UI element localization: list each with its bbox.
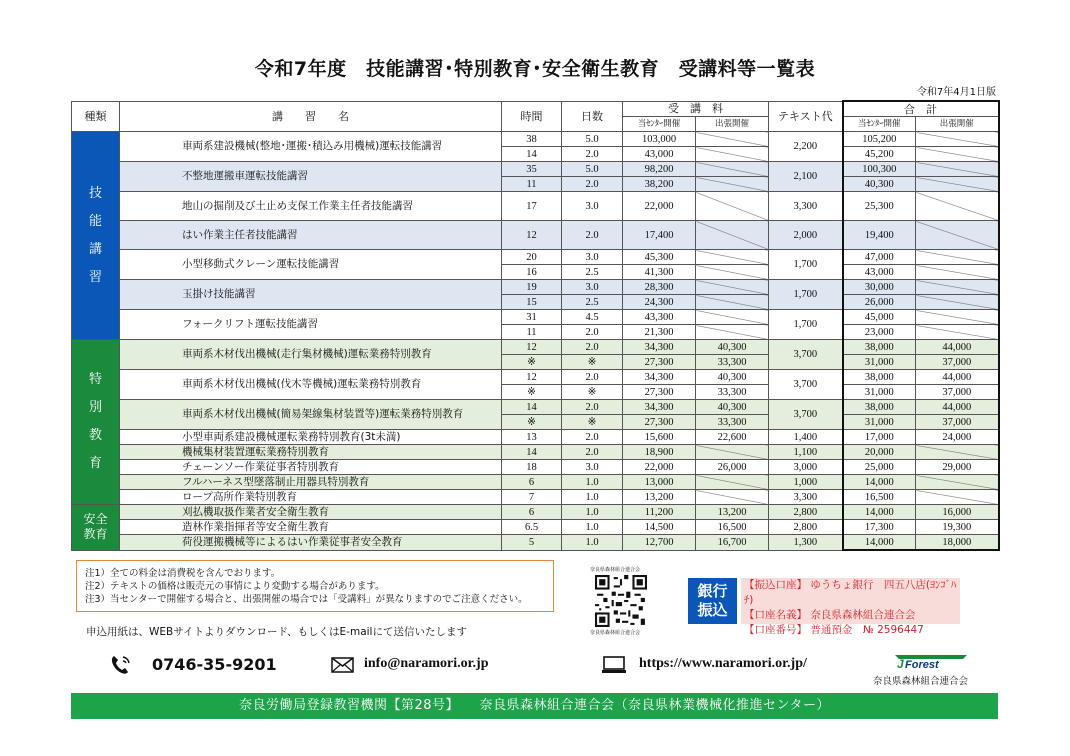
- cell-total-outside: 37,000: [916, 415, 999, 430]
- email-address[interactable]: info@naramori.or.jp: [364, 656, 489, 671]
- cell-days: 3.0: [562, 280, 623, 295]
- cell-fee-center: 12,700: [623, 535, 696, 551]
- table-row: [72, 505, 999, 520]
- cell-total-center: 19,400: [843, 221, 916, 250]
- cell-hours: 6: [502, 475, 562, 490]
- category-anzen: 安全 教育: [72, 505, 120, 551]
- cell-total-center: 25,000: [843, 460, 916, 475]
- cell-text-fee: 1,400: [769, 430, 843, 445]
- cell-fee-center: 24,300: [623, 295, 696, 310]
- note-2: 注2）テキストの価格は販売元の事情により変動する場合があります。: [85, 581, 385, 592]
- cell-fee-center: 45,300: [623, 250, 696, 265]
- cell-text-fee: 2,800: [769, 505, 843, 520]
- bank-info: [741, 578, 960, 636]
- cell-days: 1.0: [562, 535, 623, 551]
- table-row: [72, 460, 999, 475]
- cell-fee-center: 27,300: [623, 355, 696, 370]
- cell-days: 2.0: [562, 177, 623, 192]
- cell-total-center: 38,000: [843, 340, 916, 355]
- course-name: 車両系木材伐出機械(走行集材機械)運転業務特別教育: [120, 340, 502, 370]
- cell-text-fee: 1,000: [769, 475, 843, 490]
- table-row: [72, 280, 999, 295]
- cell-days: 3.0: [562, 250, 623, 265]
- course-name: 玉掛け技能講習: [120, 280, 502, 310]
- cell-total-center: 14,000: [843, 535, 916, 551]
- course-name: フルハーネス型墜落制止用器具特別教育: [120, 475, 502, 490]
- cell-fee-outside: 16,700: [696, 535, 769, 551]
- cell-total-center: 17,300: [843, 520, 916, 535]
- cell-total-outside: [916, 310, 999, 325]
- cell-days: ※: [562, 355, 623, 370]
- cell-fee-center: 15,600: [623, 430, 696, 445]
- cell-fee-outside: [696, 192, 769, 221]
- cell-fee-outside: 33,300: [696, 415, 769, 430]
- cell-text-fee: 3,700: [769, 370, 843, 400]
- cell-hours: ※: [502, 385, 562, 400]
- bank-badge-text: 銀行 振込: [697, 582, 728, 619]
- cell-total-center: 31,000: [843, 355, 916, 370]
- cell-text-fee: 3,700: [769, 400, 843, 430]
- cell-fee-outside: 40,300: [696, 340, 769, 355]
- cell-total-center: 38,000: [843, 370, 916, 385]
- cell-total-outside: [916, 162, 999, 177]
- cell-total-outside: 44,000: [916, 340, 999, 355]
- bank-holder: 【口座名義】 奈良県森林組合連合会: [744, 609, 916, 621]
- cell-total-center: 45,200: [843, 147, 916, 162]
- table-row: [72, 535, 999, 551]
- cell-text-fee: 1,300: [769, 535, 843, 551]
- svg-text:J: J: [897, 657, 904, 670]
- cell-fee-outside: [696, 475, 769, 490]
- course-name: 刈払機取扱作業者安全衛生教育: [120, 505, 502, 520]
- course-name: チェーンソー作業従事者特別教育: [120, 460, 502, 475]
- computer-icon: [601, 656, 627, 674]
- cell-total-center: 16,500: [843, 490, 916, 505]
- header-fee-outside: 出張開催: [696, 117, 769, 132]
- cell-hours: 20: [502, 250, 562, 265]
- cell-hours: 11: [502, 177, 562, 192]
- cell-total-center: 31,000: [843, 385, 916, 400]
- notes-box: [76, 560, 554, 612]
- cell-text-fee: 2,000: [769, 221, 843, 250]
- cell-fee-outside: 33,300: [696, 355, 769, 370]
- cell-hours: 6.5: [502, 520, 562, 535]
- cell-fee-center: 22,000: [623, 192, 696, 221]
- application-note: 申込用紙は、WEBサイトよりダウンロード、もしくはE-mailにて送信いたします: [86, 626, 467, 638]
- header-hours: 時間: [502, 101, 562, 132]
- cell-total-outside: [916, 280, 999, 295]
- cell-fee-center: 43,300: [623, 310, 696, 325]
- note-3: 注3）当センターで開催する場合と、出張開催の場合では「受講料」が異なりますのでご注意ください。: [85, 594, 528, 605]
- cell-fee-outside: 40,300: [696, 370, 769, 385]
- cell-total-outside: 37,000: [916, 385, 999, 400]
- cell-hours: 7: [502, 490, 562, 505]
- table-row: [72, 132, 999, 147]
- header-fee: 受 講 料: [623, 101, 769, 117]
- cell-total-center: 30,000: [843, 280, 916, 295]
- cell-hours: 17: [502, 192, 562, 221]
- course-name: 荷役運搬機械等によるはい作業従事者安全教育: [120, 535, 502, 551]
- cell-days: 2.0: [562, 370, 623, 385]
- cell-hours: ※: [502, 415, 562, 430]
- header-kind: 種類: [72, 101, 120, 132]
- cell-days: 3.0: [562, 460, 623, 475]
- cell-days: 1.0: [562, 505, 623, 520]
- cell-total-outside: 18,000: [916, 535, 999, 551]
- course-name: ロープ高所作業特別教育: [120, 490, 502, 505]
- cell-fee-outside: [696, 295, 769, 310]
- cell-hours: 13: [502, 430, 562, 445]
- header-fee-center: 当ｾﾝﾀｰ開催: [623, 117, 696, 132]
- cell-fee-outside: 33,300: [696, 385, 769, 400]
- cell-total-center: 31,000: [843, 415, 916, 430]
- cell-days: ※: [562, 415, 623, 430]
- cell-hours: 14: [502, 147, 562, 162]
- cell-fee-center: 43,000: [623, 147, 696, 162]
- table-row: [72, 445, 999, 460]
- course-name: 車両系木材伐出機械(伐木等機械)運転業務特別教育: [120, 370, 502, 400]
- table-row: [72, 430, 999, 445]
- cell-total-outside: [916, 132, 999, 147]
- cell-days: 4.5: [562, 310, 623, 325]
- course-name: 機械集材装置運転業務特別教育: [120, 445, 502, 460]
- header-total: 合 計: [843, 101, 999, 117]
- cell-hours: 12: [502, 340, 562, 355]
- course-name: 地山の掘削及び土止め支保工作業主任者技能講習: [120, 192, 502, 221]
- header-days: 日数: [562, 101, 623, 132]
- cell-total-outside: 44,000: [916, 400, 999, 415]
- cell-fee-outside: 40,300: [696, 400, 769, 415]
- cell-days: 5.0: [562, 132, 623, 147]
- phone-icon: [108, 653, 134, 677]
- cell-total-center: 26,000: [843, 295, 916, 310]
- cell-text-fee: 1,700: [769, 310, 843, 340]
- cell-fee-outside: [696, 280, 769, 295]
- cell-fee-center: 22,000: [623, 460, 696, 475]
- cell-fee-center: 27,300: [623, 385, 696, 400]
- cell-total-outside: [916, 221, 999, 250]
- cell-total-center: 45,000: [843, 310, 916, 325]
- course-name: 不整地運搬車運転技能講習: [120, 162, 502, 192]
- fee-table: [71, 100, 1000, 551]
- cell-fee-center: 38,200: [623, 177, 696, 192]
- cell-text-fee: 1,100: [769, 445, 843, 460]
- qr-code-icon[interactable]: [595, 575, 647, 627]
- cell-hours: 11: [502, 325, 562, 340]
- cell-fee-outside: [696, 132, 769, 147]
- cell-hours: 15: [502, 295, 562, 310]
- table-row: [72, 520, 999, 535]
- cell-days: 3.0: [562, 192, 623, 221]
- course-name: 小型移動式クレーン運転技能講習: [120, 250, 502, 280]
- cell-hours: 35: [502, 162, 562, 177]
- cell-fee-outside: 22,600: [696, 430, 769, 445]
- cell-fee-center: 21,300: [623, 325, 696, 340]
- page-title: 令和7年度 技能講習･特別教育･安全衛生教育 受講料等一覧表: [254, 58, 816, 80]
- cell-fee-center: 41,300: [623, 265, 696, 280]
- cell-text-fee: 3,000: [769, 460, 843, 475]
- header-total-outside: 出張開催: [916, 117, 999, 132]
- cell-fee-outside: [696, 177, 769, 192]
- cell-days: 2.5: [562, 295, 623, 310]
- cell-days: 2.0: [562, 400, 623, 415]
- cell-text-fee: 1,700: [769, 250, 843, 280]
- course-name: 車両系建設機械(整地･運搬･積込み用機械)運転技能講習: [120, 132, 502, 162]
- cell-total-center: 38,000: [843, 400, 916, 415]
- cell-total-center: 14,000: [843, 505, 916, 520]
- cell-total-center: 14,000: [843, 475, 916, 490]
- cell-fee-outside: 13,200: [696, 505, 769, 520]
- cell-fee-center: 18,900: [623, 445, 696, 460]
- cell-fee-center: 13,200: [623, 490, 696, 505]
- cell-hours: 12: [502, 221, 562, 250]
- cell-fee-center: 13,000: [623, 475, 696, 490]
- course-name: フォークリフト運転技能講習: [120, 310, 502, 340]
- cell-fee-center: 103,000: [623, 132, 696, 147]
- cell-hours: ※: [502, 355, 562, 370]
- cell-total-center: 25,300: [843, 192, 916, 221]
- table-row: [72, 370, 999, 385]
- cell-total-outside: [916, 250, 999, 265]
- cell-total-outside: [916, 265, 999, 280]
- cell-fee-center: 17,400: [623, 221, 696, 250]
- cell-hours: 12: [502, 370, 562, 385]
- cell-total-outside: [916, 325, 999, 340]
- course-name: はい作業主任者技能講習: [120, 221, 502, 250]
- course-name: 造林作業指揮者等安全衛生教育: [120, 520, 502, 535]
- cell-text-fee: 3,300: [769, 192, 843, 221]
- cell-fee-center: 34,300: [623, 340, 696, 355]
- logo-text: Forest: [905, 659, 939, 670]
- bank-transfer-badge: [688, 578, 737, 624]
- table-row: [72, 310, 999, 325]
- qr-caption-top: 奈良県森林組合連合会: [590, 567, 641, 573]
- cell-days: 2.0: [562, 340, 623, 355]
- bank-number: 【口座番号】 普通預金 № 2596447: [744, 624, 924, 636]
- table-row: [72, 475, 999, 490]
- cell-fee-center: 34,300: [623, 400, 696, 415]
- cell-fee-center: 98,200: [623, 162, 696, 177]
- qr-caption-bottom: 奈良県森林組合連合会: [590, 630, 641, 636]
- cell-total-outside: 19,300: [916, 520, 999, 535]
- cell-total-outside: 44,000: [916, 370, 999, 385]
- cell-hours: 18: [502, 460, 562, 475]
- cell-hours: 6: [502, 505, 562, 520]
- organization-name: 奈良県森林組合連合会: [873, 676, 969, 687]
- cell-fee-center: 14,500: [623, 520, 696, 535]
- cell-days: 2.0: [562, 430, 623, 445]
- cell-days: 2.0: [562, 445, 623, 460]
- course-name: 小型車両系建設機械運転業務特別教育(3t未満): [120, 430, 502, 445]
- cell-total-outside: 29,000: [916, 460, 999, 475]
- cell-hours: 16: [502, 265, 562, 280]
- cell-fee-center: 34,300: [623, 370, 696, 385]
- phone-number[interactable]: 0746-35-9201: [152, 655, 277, 674]
- cell-days: 2.0: [562, 325, 623, 340]
- cell-fee-outside: [696, 250, 769, 265]
- cell-fee-outside: [696, 445, 769, 460]
- cell-days: 2.0: [562, 221, 623, 250]
- cell-total-outside: [916, 147, 999, 162]
- cell-total-outside: [916, 295, 999, 310]
- cell-days: 5.0: [562, 162, 623, 177]
- cell-hours: 5: [502, 535, 562, 551]
- cell-text-fee: 1,700: [769, 280, 843, 310]
- header-text-fee: テキスト代: [769, 101, 843, 132]
- cell-days: 2.5: [562, 265, 623, 280]
- bank-account: 【振込口座】 ゆうちょ銀行 四五八店(ﾖﾝｺﾞﾊﾁ): [744, 579, 957, 606]
- cell-text-fee: 2,100: [769, 162, 843, 192]
- cell-total-center: 100,300: [843, 162, 916, 177]
- cell-total-center: 43,000: [843, 265, 916, 280]
- cell-total-outside: 37,000: [916, 355, 999, 370]
- cell-fee-center: 11,200: [623, 505, 696, 520]
- cell-total-outside: [916, 475, 999, 490]
- header-course: 講 習 名: [120, 101, 502, 132]
- header-total-center: 当ｾﾝﾀｰ開催: [843, 117, 916, 132]
- cell-days: 1.0: [562, 520, 623, 535]
- cell-total-center: 105,200: [843, 132, 916, 147]
- cell-total-outside: 16,000: [916, 505, 999, 520]
- note-1: 注1）全ての料金は消費税を含んでおります。: [85, 568, 281, 579]
- cell-hours: 14: [502, 445, 562, 460]
- cell-fee-outside: [696, 221, 769, 250]
- cell-total-center: 20,000: [843, 445, 916, 460]
- mail-icon: [331, 657, 354, 673]
- cell-total-outside: [916, 490, 999, 505]
- cell-fee-outside: 16,500: [696, 520, 769, 535]
- cell-hours: 38: [502, 132, 562, 147]
- cell-text-fee: 2,800: [769, 520, 843, 535]
- table-row: [72, 250, 999, 265]
- cell-fee-center: 27,300: [623, 415, 696, 430]
- cell-fee-outside: [696, 265, 769, 280]
- cell-text-fee: 3,300: [769, 490, 843, 505]
- cell-hours: 31: [502, 310, 562, 325]
- cell-fee-outside: [696, 147, 769, 162]
- cell-total-center: 40,300: [843, 177, 916, 192]
- cell-days: ※: [562, 385, 623, 400]
- cell-fee-outside: [696, 310, 769, 325]
- cell-fee-outside: [696, 325, 769, 340]
- website-url[interactable]: https://www.naramori.or.jp/: [639, 656, 807, 671]
- category-tokubetsu: 特 別 教 育: [72, 340, 120, 505]
- cell-fee-outside: 26,000: [696, 460, 769, 475]
- table-row: [72, 400, 999, 415]
- table-row: [72, 340, 999, 355]
- course-name: 車両系木材伐出機械(簡易架線集材装置等)運転業務特別教育: [120, 400, 502, 430]
- cell-fee-outside: [696, 490, 769, 505]
- table-row: [72, 221, 999, 250]
- table-row: [72, 490, 999, 505]
- cell-text-fee: 2,200: [769, 132, 843, 162]
- cell-text-fee: 3,700: [769, 340, 843, 370]
- cell-total-outside: [916, 445, 999, 460]
- category-ginou: 技 能 講 習: [72, 132, 120, 340]
- edition-date: 令和7年4月1日版: [916, 87, 996, 98]
- cell-days: 1.0: [562, 490, 623, 505]
- table-row: [72, 192, 999, 221]
- cell-hours: 19: [502, 280, 562, 295]
- cell-fee-center: 28,300: [623, 280, 696, 295]
- cell-total-center: 17,000: [843, 430, 916, 445]
- cell-total-center: 23,000: [843, 325, 916, 340]
- cell-total-outside: [916, 177, 999, 192]
- cell-total-center: 47,000: [843, 250, 916, 265]
- cell-hours: 14: [502, 400, 562, 415]
- cell-days: 2.0: [562, 147, 623, 162]
- cell-total-outside: 24,000: [916, 430, 999, 445]
- table-row: [72, 162, 999, 177]
- footer-banner: 奈良労働局登録教習機関【第28号】 奈良県森林組合連合会（奈良県林業機械化推進センター）: [71, 693, 998, 719]
- cell-fee-outside: [696, 162, 769, 177]
- cell-total-outside: [916, 192, 999, 221]
- cell-days: 1.0: [562, 475, 623, 490]
- forest-logo: [893, 652, 968, 670]
